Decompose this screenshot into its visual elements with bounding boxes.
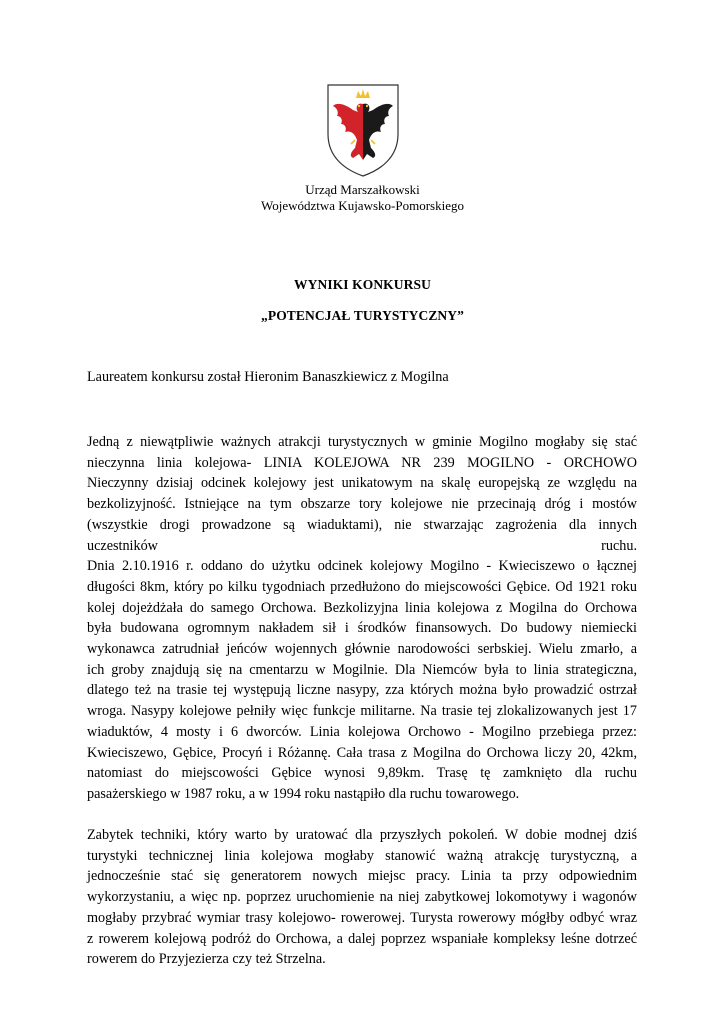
office-name: [0, 182, 725, 214]
paragraph-line: jednocześnie stać się generatorem nowych miejsc pracy. Linia ta przy odpowiednim: [87, 868, 637, 885]
paragraph-line: z rowerem kolejową podróż do Orchowa, a dalej poprzez wspaniałe kompleksy leśne dotrzeć: [87, 930, 637, 947]
paragraph-line: wiaduktów, 4 mosty i 6 dworców. Linia kolejowa Orchowo - Mogilno przebiega przez:: [87, 723, 637, 740]
title-line-2: „POTENCJAŁ TURYSTYCZNY”: [261, 308, 464, 323]
header-line-1: Urząd Marszałkowski: [305, 182, 420, 197]
header-line-2: Województwa Kujawsko-Pomorskiego: [261, 198, 464, 213]
paragraph-line: nieczynna linia kolejowa- LINIA KOLEJOWA NR 239 MOGILNO - ORCHOWO: [87, 454, 637, 471]
paragraph-line: Nieczynny dzisiaj odcinek kolejowy jest unikatowym na skalę europejską ze względu na: [87, 475, 637, 492]
paragraph-line: turystyki technicznej linia kolejowa mogłaby stanowić ważną atrakcję turystyczną, a: [87, 847, 637, 864]
paragraph-line: Jedną z niewątpliwie ważnych atrakcji turystycznych w gminie Mogilno mogłaby się stać: [87, 434, 637, 450]
paragraph-2: [87, 825, 637, 970]
paragraph-line: rowerem do Przyjezierza czy też Strzelna.: [87, 951, 326, 968]
laureate-text: [87, 367, 637, 388]
paragraph-line: pasażerskiego w 1987 roku, a w 1994 roku nastąpiło dla ruchu towarowego.: [87, 785, 520, 802]
paragraph-line: uczestników ruchu.: [87, 537, 637, 554]
paragraph-line: Kwieciszewo, Gębice, Procyń i Różannę. Cała trasa z Mogilna do Orchowa liczy 20, 42km,: [87, 744, 637, 761]
paragraph-line: natomiast do miejscowości Gębice wynosi 9,89km. Trasę tę zamknięto dla ruchu: [87, 765, 637, 782]
paragraph-line: wykonawca zatrudniał jeńców wojennych głównie narodowości serbskiej. Wielu zmarło, a: [87, 641, 637, 658]
paragraph-line: była budowana ogromnym nakładem sił i środków finansowych. Do budowy niemiecki: [87, 620, 637, 637]
paragraph-line: dlatego też na trasie tej występują liczne nasypy, zza których można było prowadzić ostrzał: [87, 682, 637, 699]
paragraph-line: Zabytek techniki, który warto by uratować dla przyszłych pokoleń. W dobie modnej dziś: [87, 827, 637, 843]
paragraph-line: kolej dojeżdżała do samego Orchowa. Bezkolizyjna linia kolejowa z Mogilna do Orchowa: [87, 599, 637, 616]
laureate-line: Laureatem konkursu został Hieronim Banaszkiewicz z Mogilna: [87, 369, 449, 385]
paragraph-line: bezkolizyjność. Istniejące na tym obszarze tory kolejowe nie przecinają dróg i mostów: [87, 496, 637, 513]
paragraph-line: Dnia 2.10.1916 r. oddano do użytku odcinek kolejowy Mogilno - Kwieciszewo o łącznej: [87, 558, 637, 575]
paragraph-line: (wszystkie drogi prowadzone są wiaduktami), nie stwarzając zagrożenia dla innych: [87, 516, 637, 533]
paragraph-line: długości 8km, który po kilku tygodniach przedłużono do miejscowości Gębice. Od 1921 roku: [87, 578, 637, 595]
paragraph-line: wroga. Nasypy kolejowe pełniły więc funkcje militarne. Na trasie tej zlokalizowanych jest 17: [87, 703, 637, 720]
coat-of-arms-icon: [325, 82, 401, 178]
paragraph-line: mogłaby przybrać wymiar trasy kolejowo- rowerowej. Turysta rowerowy mógłby odbyć wraz: [87, 909, 637, 926]
paragraph-line: wykorzystaniu, a więc np. poprzez uruchomienie na niej zabytkowej lokomotywy i wagonów: [87, 889, 637, 906]
paragraph-line: ich groby znajdują się na cmentarzu w Mogilnie. Dla Niemców była to linia strategiczna,: [87, 661, 637, 678]
title-line-1: WYNIKI KONKURSU: [294, 277, 431, 292]
paragraph-1: [87, 432, 637, 805]
